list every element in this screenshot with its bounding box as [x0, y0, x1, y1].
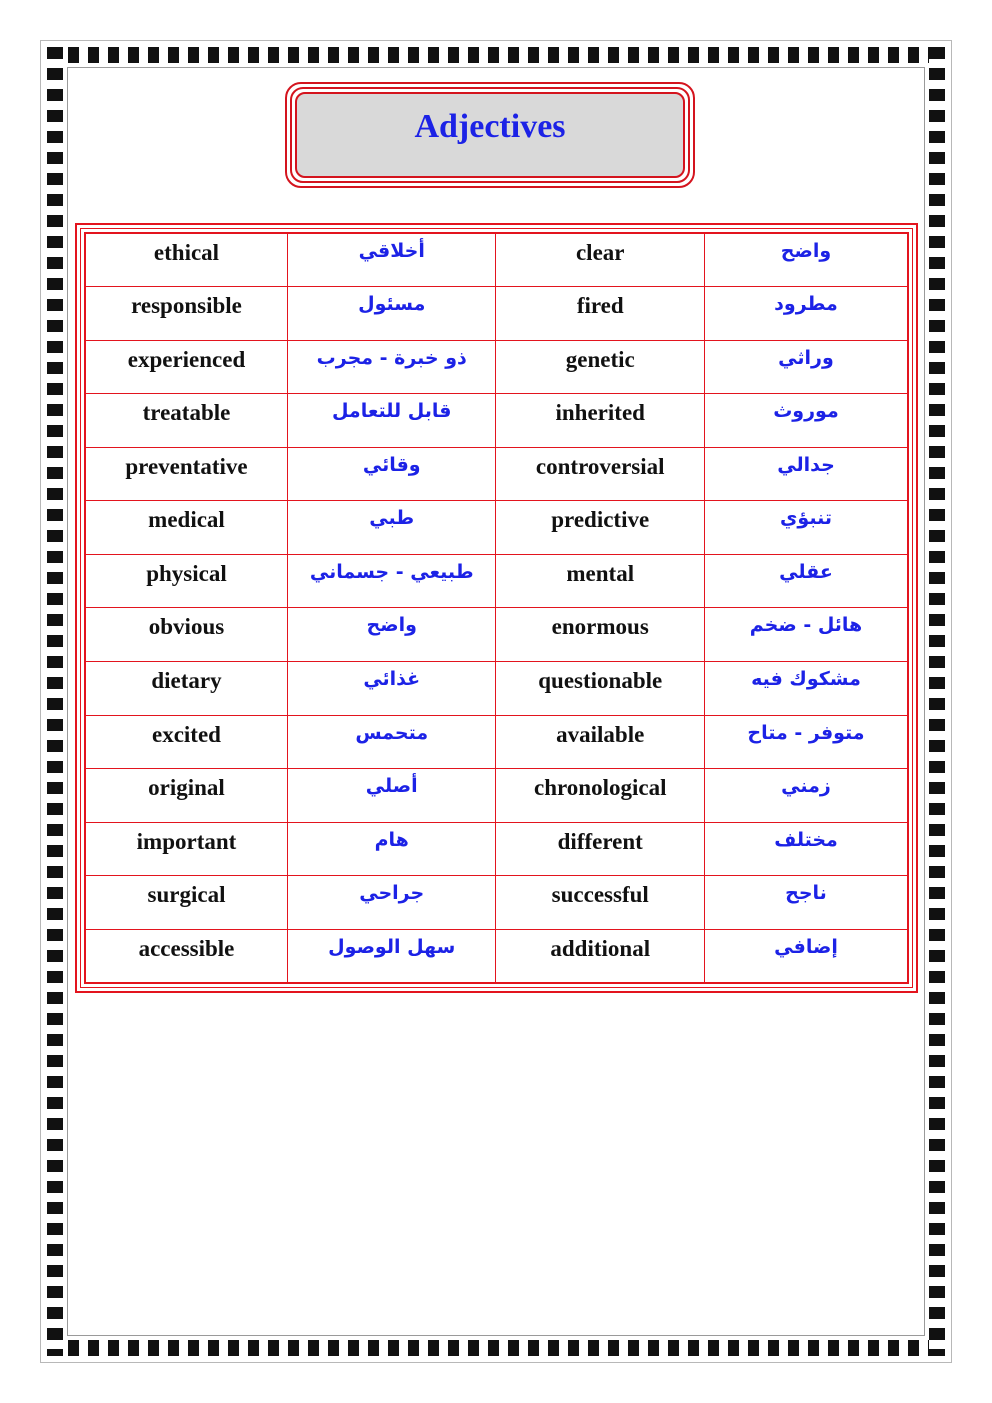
english-word: available: [496, 715, 705, 769]
english-word: treatable: [85, 394, 287, 448]
arabic-translation: أصلي: [287, 769, 496, 823]
english-word: excited: [85, 715, 287, 769]
checkered-border-left: [47, 47, 63, 1356]
english-word: genetic: [496, 340, 705, 394]
arabic-translation: زمني: [704, 769, 908, 823]
arabic-translation: مطرود: [704, 287, 908, 341]
table-row: [85, 715, 908, 769]
english-word: physical: [85, 554, 287, 608]
english-word: successful: [496, 876, 705, 930]
arabic-translation: قابل للتعامل: [287, 394, 496, 448]
english-word: accessible: [85, 929, 287, 983]
table-row: [85, 769, 908, 823]
arabic-translation: جراحي: [287, 876, 496, 930]
vocabulary-table: [84, 232, 909, 984]
english-word: mental: [496, 554, 705, 608]
table-row: [85, 501, 908, 555]
english-word: obvious: [85, 608, 287, 662]
table-row: [85, 340, 908, 394]
arabic-translation: هائل - ضخم: [704, 608, 908, 662]
arabic-translation: أخلاقي: [287, 233, 496, 287]
english-word: important: [85, 822, 287, 876]
table-row: [85, 929, 908, 983]
english-word: surgical: [85, 876, 287, 930]
arabic-translation: طبي: [287, 501, 496, 555]
table-row: [85, 394, 908, 448]
english-word: clear: [496, 233, 705, 287]
english-word: questionable: [496, 662, 705, 716]
english-word: ethical: [85, 233, 287, 287]
arabic-translation: مسئول: [287, 287, 496, 341]
arabic-translation: ناجح: [704, 876, 908, 930]
table-row: [85, 554, 908, 608]
english-word: preventative: [85, 447, 287, 501]
arabic-translation: واضح: [704, 233, 908, 287]
arabic-translation: عقلي: [704, 554, 908, 608]
arabic-translation: إضافي: [704, 929, 908, 983]
english-word: inherited: [496, 394, 705, 448]
english-word: predictive: [496, 501, 705, 555]
arabic-translation: مشكوك فيه: [704, 662, 908, 716]
table-row: [85, 287, 908, 341]
english-word: experienced: [85, 340, 287, 394]
page-title: Adjectives: [414, 108, 566, 145]
english-word: different: [496, 822, 705, 876]
arabic-translation: تنبؤي: [704, 501, 908, 555]
title-box: [285, 82, 695, 188]
english-word: controversial: [496, 447, 705, 501]
arabic-translation: غذائي: [287, 662, 496, 716]
table-row: [85, 822, 908, 876]
english-word: additional: [496, 929, 705, 983]
arabic-translation: سهل الوصول: [287, 929, 496, 983]
english-word: chronological: [496, 769, 705, 823]
english-word: original: [85, 769, 287, 823]
arabic-translation: واضح: [287, 608, 496, 662]
arabic-translation: متوفر - متاح: [704, 715, 908, 769]
arabic-translation: هام: [287, 822, 496, 876]
checkered-border-bottom: [48, 1340, 944, 1356]
english-word: medical: [85, 501, 287, 555]
arabic-translation: مختلف: [704, 822, 908, 876]
vocabulary-table-body: [85, 233, 908, 983]
english-word: enormous: [496, 608, 705, 662]
arabic-translation: وراثي: [704, 340, 908, 394]
table-row: [85, 608, 908, 662]
table-row: [85, 662, 908, 716]
checkered-border-top: [48, 47, 944, 63]
arabic-translation: موروث: [704, 394, 908, 448]
table-row: [85, 447, 908, 501]
vocabulary-table-frame: [75, 223, 918, 993]
table-row: [85, 876, 908, 930]
arabic-translation: جدالي: [704, 447, 908, 501]
arabic-translation: وقائي: [287, 447, 496, 501]
english-word: fired: [496, 287, 705, 341]
checkered-border-right: [929, 47, 945, 1356]
arabic-translation: ذو خبرة - مجرب: [287, 340, 496, 394]
arabic-translation: طبيعي - جسماني: [287, 554, 496, 608]
arabic-translation: متحمس: [287, 715, 496, 769]
table-row: [85, 233, 908, 287]
english-word: dietary: [85, 662, 287, 716]
english-word: responsible: [85, 287, 287, 341]
